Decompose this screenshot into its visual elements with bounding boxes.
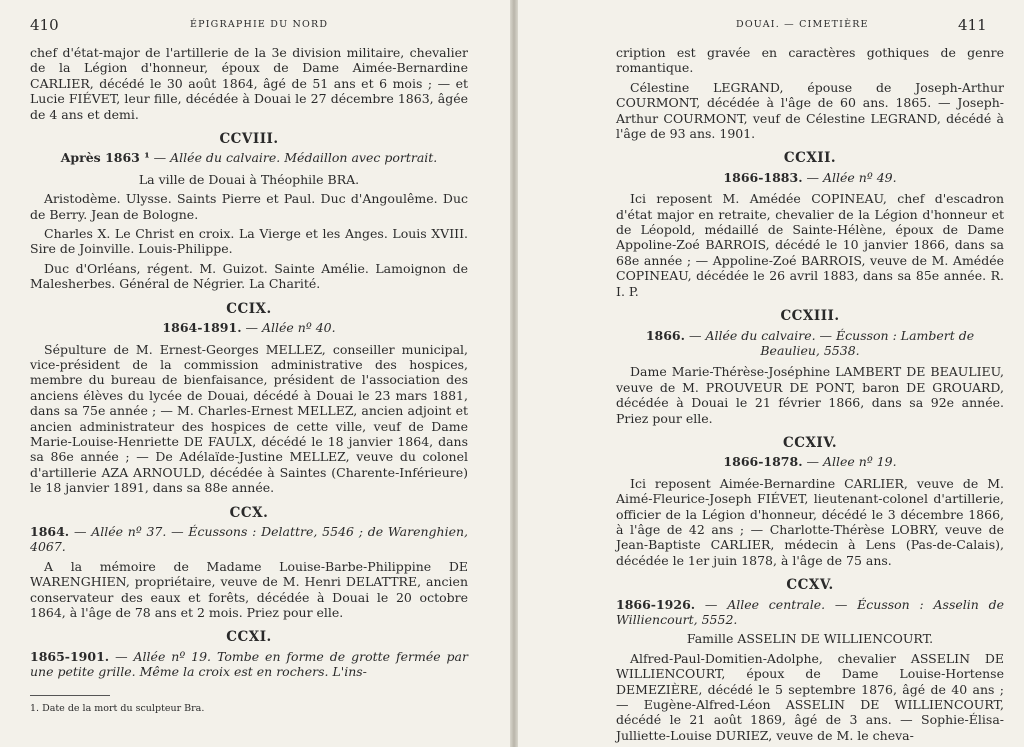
intro-paragraph-2: Célestine LEGRAND, épouse de Joseph-Arthur COURMONT, décédée à l'âge de 60 ans. 1865. — Joseph-Arthur COURMONT, veuf de Célestine LEGRAND, décédé à l'âge de 93 ans. 1901. [616, 79, 1004, 142]
section-text: A la mémoire de Madame Louise-Barbe-Philippine DE WARENGHIEN, propriétaire, veuve de M. Henri DELATTRE, ancien conservateur des eaux et forêts, décédée à Douai le 20 octobre 1864, à l'âge de 78 ans et 2 mois. Priez pour elle. [30, 558, 468, 620]
section-date-ccxv [616, 597, 1004, 628]
page-number-right: 411 [958, 16, 987, 34]
date-location: — Allée du calvaire. Médaillon avec portrait. [153, 150, 438, 166]
date-bold: Après 1863 ¹ [60, 150, 150, 166]
left-page-body [30, 45, 468, 684]
date-location: — Allée du calvaire. — Écusson : Lambert de Beaulieu, 5538. [688, 327, 975, 358]
footnote-rule [30, 695, 110, 696]
inscription-title: La ville de Douai à Théophile BRA. [138, 171, 360, 187]
section-date-ccviii [30, 150, 468, 165]
section-date-ccxiii [616, 328, 1004, 359]
page-number-left: 410 [30, 16, 59, 34]
section-date-ccxiv [616, 454, 1004, 469]
date-bold: 1866. [645, 327, 685, 343]
intro-paragraph: cription est gravée en caractères gothiques de genre romantique. [616, 45, 1004, 76]
date-location: — Allee centrale. — Écusson : Asselin de Williencourt, 5552. [616, 596, 1004, 627]
date-bold: 1864-1891. [162, 320, 242, 336]
section-date-ccxii [616, 170, 1004, 185]
inscription-line: Charles X. Le Christ en croix. La Vierge et les Anges. Louis XVIII. Sire de Joinville. Louis-Philippe. [30, 226, 468, 257]
section-number-ccviii: CCVIII. [219, 131, 279, 148]
running-header-right: DOUAI. — CIMETIÈRE [736, 19, 869, 30]
book-gutter [510, 0, 518, 747]
section-number-ccxv: CCXV. [786, 577, 834, 594]
section-text: Sépulture de M. Ernest-Georges MELLEZ, conseiller municipal, vice-président de la commission administrative des hospices, membre du bureau de bienfaisance, président de l'association des anciens élèves du lycée de Douai, décédé à Douai le 23 mars 1881, dans sa 75e année ; — M. Charles-Ernest MELLEZ, ancien adjoint et ancien administrateur des hospices de cette ville, veuf de Dame Marie-Louise-Henriette DE FAULX, décédé le 18 janvier 1864, dans sa 86e année ; — De Adélaïde-Justine MELLEZ, veuve du colonel d'artillerie AZA ARNOULD, décédée à Saintes (Charente-Inférieure) le 18 janvier 1891, dans sa 88e année. [30, 341, 468, 496]
section-text: Ici reposent Aimée-Bernardine CARLIER, veuve de M. Aimé-Fleurice-Joseph FIÉVET, lieutenant-colonel d'artillerie, officier de la Légion d'honneur, décédé le 3 décembre 1866, à l'âge de 42 ans ; — Charlotte-Thérèse LOBRY, veuve de Jean-Baptiste CARLIER, médecin à Lens (Pas-de-Calais), décédée le 1er juin 1878, à l'âge de 75 ans. [616, 475, 1004, 568]
inscription-line: Aristodème. Ulysse. Saints Pierre et Paul. Duc d'Angoulême. Duc de Berry. Jean de Bologne. [30, 191, 468, 222]
date-bold: 1865-1901. [30, 648, 110, 664]
section-date-ccx [30, 524, 468, 555]
section-number-ccxi: CCXI. [226, 629, 272, 646]
section-number-ccxii: CCXII. [783, 150, 837, 167]
section-text: Ici reposent M. Amédée COPINEAU, chef d'escadron d'état major en retraite, chevalier de la Légion d'honneur et de Léopold, médaillé de Sainte-Hélène, époux de Dame Appoline-Zoé BARROIS, décédé le 10 janvier 1866, dans sa 68e année ; — Appoline-Zoé BARROIS, veuve de M. Amédée COPINEAU, décédée le 26 avril 1883, dans sa 85e année. R. I. P. [616, 191, 1004, 299]
date-location: — Allée nº 19. Tombe en forme de grotte fermée par une petite grille. Même la croix est en rochers. L'ins- [30, 648, 468, 680]
section-text: Dame Marie-Thérèse-Joséphine LAMBERT DE BEAULIEU, veuve de M. PROUVEUR DE PONT, baron DE GROUARD, décédée à Douai le 21 février 1866, dans sa 92e année. Priez pour elle. [616, 364, 1004, 426]
date-location: — Allée nº 40. [245, 320, 336, 336]
date-location: — Allée nº 49. [806, 169, 897, 185]
date-location: — Allee nº 19. [806, 454, 897, 470]
section-number-ccx: CCX. [229, 504, 269, 521]
date-location: — Allée nº 37. — Écussons : Delattre, 5546 ; de Warenghien, 4067. [30, 523, 468, 555]
inscription-line: Duc d'Orléans, régent. M. Guizot. Sainte Amélie. Lamoignon de Malesherbes. Général de Négrier. La Charité. [30, 260, 468, 292]
running-header-left: ÉPIGRAPHIE DU NORD [190, 19, 329, 30]
section-text: Alfred-Paul-Domitien-Adolphe, chevalier ASSELIN DE WILLIENCOURT, époux de Dame Louise-Hortense DEMEZIÈRE, décédé le 5 septembre 1876, âgé de 40 ans ; — Eugène-Alfred-Léon ASSELIN DE WILLIENCOURT, décédé le 21 août 1869, âgé de 3 ans. — Sophie-Élisa-Julliette-Louise DURIEZ, veuve de M. le cheva- [616, 650, 1004, 743]
date-bold: 1866-1878. [723, 454, 803, 470]
date-bold: 1866-1926. [616, 596, 696, 612]
right-page [518, 0, 1024, 747]
left-page [0, 0, 510, 747]
date-bold: 1866-1883. [723, 169, 803, 185]
intro-paragraph: chef d'état-major de l'artillerie de la 3e division militaire, chevalier de la Légion d'honneur, époux de Dame Aimée-Bernardine CARLIER, décédé le 30 août 1864, âgé de 51 ans et 6 mois ; — et Lucie FIÉVET, leur fille, décédée à Douai le 27 décembre 1863, âgée de 4 ans et demi. [30, 45, 468, 122]
date-bold: 1864. [30, 523, 70, 539]
section-number-ccxiv: CCXIV. [782, 434, 838, 451]
family-title: Famille ASSELIN DE WILLIENCOURT. [686, 631, 934, 647]
footnote: 1. Date de la mort du sculpteur Bra. [30, 703, 205, 714]
section-date-ccxi [30, 649, 468, 680]
section-number-ccxiii: CCXIII. [780, 308, 840, 325]
section-number-ccix: CCIX. [226, 300, 272, 317]
section-date-ccix [30, 320, 468, 335]
right-page-body [616, 45, 1004, 747]
